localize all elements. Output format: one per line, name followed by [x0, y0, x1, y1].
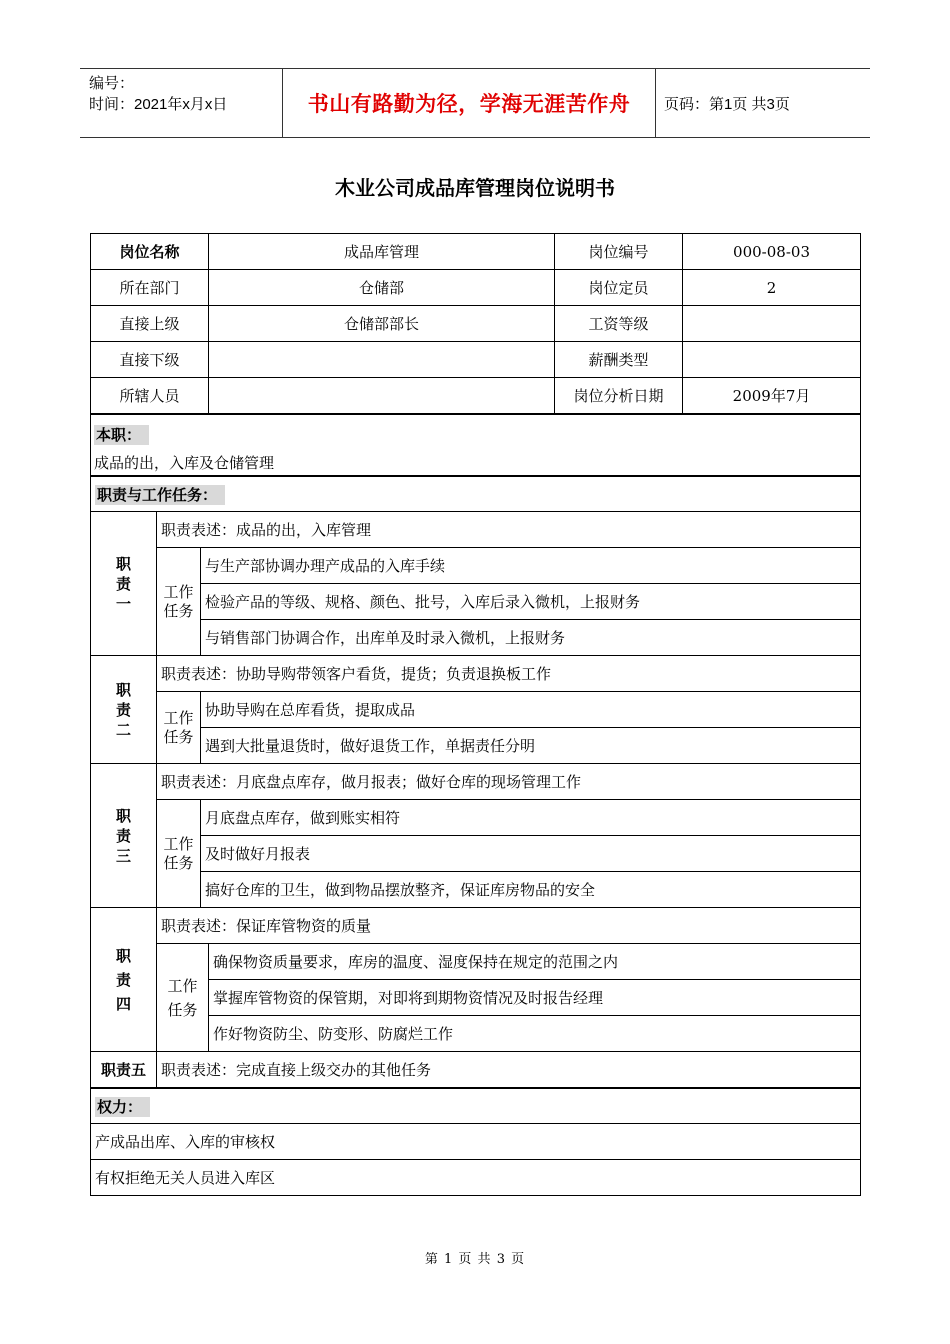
task-item: 搞好仓库的卫生，做到物品摆放整齐，保证库房物品的安全 [201, 872, 861, 908]
dept-label: 所在部门 [91, 270, 209, 306]
subordinate-value [209, 342, 555, 378]
task-item: 与销售部门协调合作，出库单及时录入微机，上报财务 [201, 620, 861, 656]
task-item: 月底盘点库存，做到账实相符 [201, 800, 861, 836]
table-row [91, 1052, 861, 1089]
task-item: 掌握库管物资的保管期，对即将到期物资情况及时报告经理 [209, 980, 861, 1016]
table-row [91, 908, 861, 944]
duty-name: 职责四 [91, 908, 157, 1052]
duty-description: 职责表述：月底盘点库存，做月报表；做好仓库的现场管理工作 [157, 764, 861, 800]
table-row [91, 306, 861, 342]
table-row [91, 378, 861, 415]
time-label: 时间：2021年x月x日 [89, 96, 228, 113]
table-row [91, 512, 861, 548]
core-duty-text: 成品的出，入库及仓储管理 [94, 454, 275, 472]
table-row [91, 270, 861, 306]
work-task-label: 工作任务 [157, 800, 201, 908]
task-item: 遇到大批量退货时，做好退货工作，单据责任分明 [201, 728, 861, 764]
task-item: 及时做好月报表 [201, 836, 861, 872]
pay-type-label: 薪酬类型 [555, 342, 683, 378]
work-task-label: 工作任务 [157, 692, 201, 764]
subordinate-label: 直接下级 [91, 342, 209, 378]
authority-heading [91, 1088, 861, 1124]
position-code-value: 000-08-03 [683, 234, 861, 270]
table-row [91, 872, 861, 908]
position-name-value: 成品库管理 [209, 234, 555, 270]
table-row [91, 548, 861, 584]
pay-type-value [683, 342, 861, 378]
table-row [91, 476, 861, 512]
table-row [91, 836, 861, 872]
table-row [91, 414, 861, 476]
salary-grade-value [683, 306, 861, 342]
headcount-label: 岗位定员 [555, 270, 683, 306]
page-header [80, 68, 870, 138]
authority-label: 权力： [95, 1097, 150, 1117]
table-row [91, 1124, 861, 1160]
table-row [91, 800, 861, 836]
headcount-value: 2 [683, 270, 861, 306]
duty-description: 职责表述：保证库管物资的质量 [157, 908, 861, 944]
position-name-label: 岗位名称 [91, 234, 209, 270]
table-row [91, 656, 861, 692]
task-item: 确保物资质量要求，库房的温度、湿度保持在规定的范围之内 [209, 944, 861, 980]
document-title: 木业公司成品库管理岗位说明书 [335, 176, 615, 200]
superior-value: 仓储部部长 [209, 306, 555, 342]
staff-value [209, 378, 555, 415]
page-info: 页码：第1页 共3页 [664, 95, 790, 113]
task-item: 协助导购在总库看货，提取成品 [201, 692, 861, 728]
task-item: 检验产品的等级、规格、颜色、批号，入库后录入微机，上报财务 [201, 584, 861, 620]
task-item: 作好物资防尘、防变形、防腐烂工作 [209, 1016, 861, 1052]
salary-grade-label: 工资等级 [555, 306, 683, 342]
page-footer: 第 1 页 共 3 页 [424, 1252, 526, 1267]
table-row [91, 1160, 861, 1196]
task-item: 与生产部协调办理产成品的入库手续 [201, 548, 861, 584]
table-row [91, 234, 861, 270]
analysis-date-label: 岗位分析日期 [555, 378, 683, 415]
table-row [91, 764, 861, 800]
staff-label: 所辖人员 [91, 378, 209, 415]
duties-label: 职责与工作任务： [95, 485, 225, 505]
table-row [91, 1088, 861, 1124]
position-code-label: 岗位编号 [555, 234, 683, 270]
duty-name: 职责五 [91, 1052, 157, 1089]
core-duty-heading [91, 415, 860, 445]
duties-heading [91, 476, 861, 512]
duty-description: 职责表述：完成直接上级交办的其他任务 [157, 1052, 861, 1089]
duty-name: 职责三 [91, 764, 157, 908]
authority-item: 有权拒绝无关人员进入库区 [91, 1160, 861, 1196]
code-label: 编号： [89, 75, 135, 92]
header-left [89, 73, 227, 115]
dept-value: 仓储部 [209, 270, 555, 306]
table-row [91, 692, 861, 728]
table-row [91, 944, 861, 980]
table-row [91, 342, 861, 378]
core-duty-section [91, 414, 861, 476]
job-description-table [90, 233, 861, 1196]
table-row [91, 620, 861, 656]
analysis-date-value: 2009年7月 [683, 378, 861, 415]
motto: 书山有路勤为径，学海无涯苦作舟 [282, 69, 656, 137]
work-task-label: 工作任务 [157, 548, 201, 656]
table-row [91, 584, 861, 620]
core-duty-label: 本职： [94, 425, 149, 445]
duty-name: 职责二 [91, 656, 157, 764]
duty-name: 职责一 [91, 512, 157, 656]
authority-item: 产成品出库、入库的审核权 [91, 1124, 861, 1160]
work-task-label: 工作任务 [157, 944, 209, 1052]
superior-label: 直接上级 [91, 306, 209, 342]
table-row [91, 728, 861, 764]
duty-description: 职责表述：协助导购带领客户看货，提货；负责退换板工作 [157, 656, 861, 692]
duty-description: 职责表述：成品的出，入库管理 [157, 512, 861, 548]
